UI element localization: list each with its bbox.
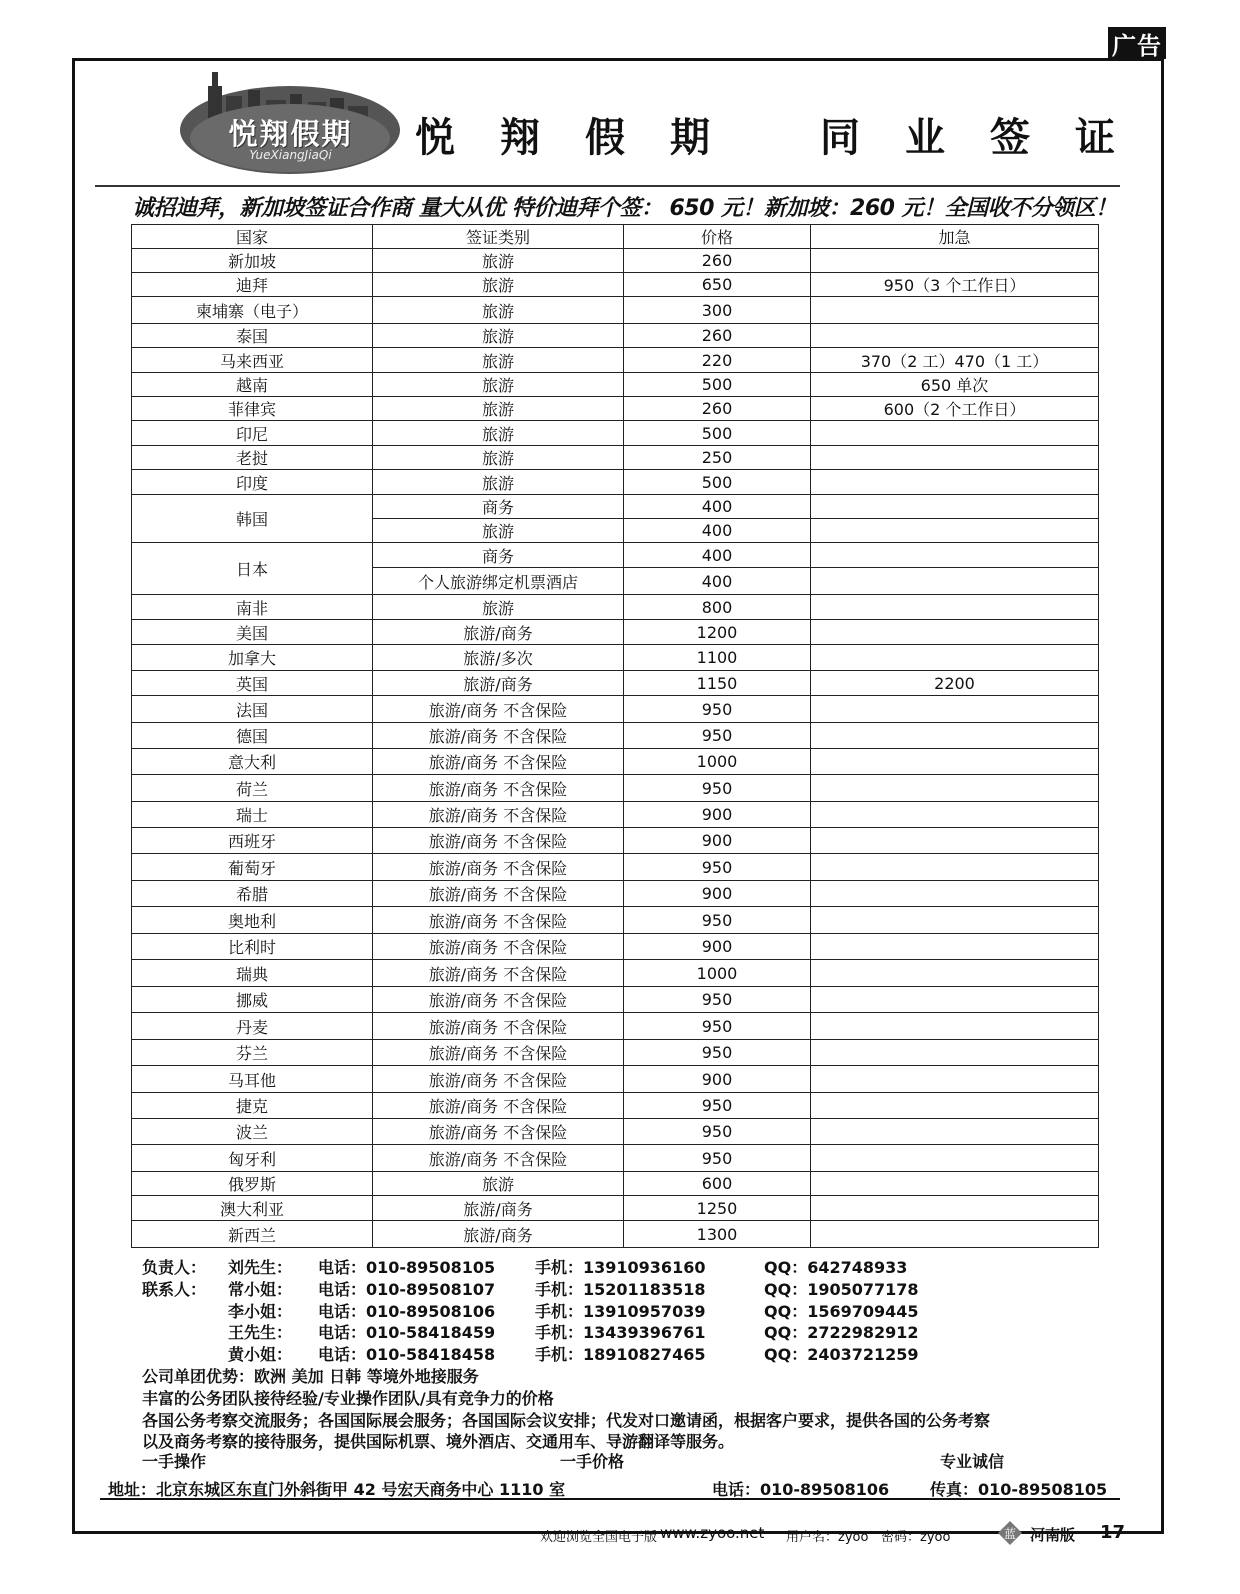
headline-char: 悦 — [415, 113, 455, 161]
cell-country: 丹麦 — [132, 1013, 373, 1040]
cell-express — [811, 495, 1099, 519]
table-row — [132, 249, 1099, 273]
cell-express — [811, 907, 1099, 934]
table-row — [132, 1119, 1099, 1145]
cell-price: 950 — [624, 1093, 811, 1119]
table-row — [132, 324, 1099, 348]
headline-char: 证 — [1075, 113, 1115, 161]
cell-country: 韩国 — [132, 495, 373, 543]
cell-country: 菲律宾 — [132, 397, 373, 421]
headline-char: 翔 — [500, 113, 540, 161]
cell-express — [811, 802, 1099, 828]
headline-char: 签 — [990, 113, 1030, 161]
cell-visa-type: 旅游/商务 不含保险 — [373, 1040, 624, 1066]
table-row — [132, 1172, 1099, 1196]
cell-price: 950 — [624, 1145, 811, 1172]
cell-express — [811, 1119, 1099, 1145]
table-row — [132, 348, 1099, 373]
cell-country: 希腊 — [132, 881, 373, 907]
cell-country: 波兰 — [132, 1119, 373, 1145]
cell-price: 400 — [624, 568, 811, 595]
cell-visa-type: 商务 — [373, 543, 624, 568]
cell-visa-type: 旅游/商务 不含保险 — [373, 934, 624, 960]
cell-express: 370（2 工）470（1 工） — [811, 348, 1099, 373]
contact-tel: 电话：010-89508106 — [318, 1301, 496, 1321]
cell-price: 250 — [624, 446, 811, 470]
headline-char: 期 — [670, 113, 710, 161]
cell-express — [811, 1093, 1099, 1119]
cell-express: 600（2 个工作日） — [811, 397, 1099, 421]
footer-url[interactable]: www.zyoo.net — [660, 1524, 765, 1542]
cell-express — [811, 775, 1099, 802]
address-fax: 传真：010-89508105 — [930, 1480, 1108, 1499]
table-row — [132, 1196, 1099, 1221]
table-row — [132, 723, 1099, 749]
ad-tag: 广告 — [1108, 27, 1166, 59]
cell-visa-type: 旅游/商务 不含保险 — [373, 1013, 624, 1040]
cell-price: 1000 — [624, 960, 811, 987]
header-visa-type: 签证类别 — [373, 225, 624, 249]
address-divider — [100, 1498, 1120, 1500]
cell-price: 1300 — [624, 1221, 811, 1248]
cell-price: 400 — [624, 495, 811, 519]
table-row — [132, 470, 1099, 495]
cell-price: 900 — [624, 802, 811, 828]
cell-express — [811, 828, 1099, 854]
logo-pinyin: YueXiangJiaQi — [249, 148, 332, 162]
diamond-badge-icon — [997, 1520, 1023, 1546]
cell-express — [811, 934, 1099, 960]
table-row — [132, 1066, 1099, 1093]
contact-mobile: 手机：18910827465 — [535, 1345, 706, 1365]
cell-price: 950 — [624, 1040, 811, 1066]
cell-visa-type: 旅游/商务 不含保险 — [373, 696, 624, 723]
cell-price: 950 — [624, 696, 811, 723]
table-row — [132, 297, 1099, 324]
cell-price: 950 — [624, 1119, 811, 1145]
cell-visa-type: 旅游 — [373, 446, 624, 470]
address-tel: 电话：010-89508106 — [712, 1480, 890, 1499]
cell-visa-type: 旅游 — [373, 297, 624, 324]
cell-visa-type: 旅游 — [373, 324, 624, 348]
cell-visa-type: 旅游 — [373, 519, 624, 543]
cell-express: 950（3 个工作日） — [811, 273, 1099, 297]
cell-express — [811, 987, 1099, 1013]
slogans — [0, 1449, 1240, 1473]
table-row — [132, 696, 1099, 723]
cell-price: 300 — [624, 297, 811, 324]
cell-express — [811, 1013, 1099, 1040]
cell-visa-type: 旅游/商务 — [373, 1196, 624, 1221]
cell-country: 葡萄牙 — [132, 854, 373, 881]
cell-price: 650 — [624, 273, 811, 297]
contact-tel: 电话：010-58418458 — [318, 1345, 496, 1365]
contact-name: 常小姐： — [228, 1279, 293, 1299]
cell-price: 600 — [624, 1172, 811, 1196]
cell-express: 650 单次 — [811, 373, 1099, 397]
contact-row — [142, 1320, 1062, 1342]
contact-qq: QQ：2722982912 — [764, 1323, 919, 1343]
cell-express — [811, 519, 1099, 543]
contact-tel: 电话：010-89508107 — [318, 1279, 496, 1299]
cell-express — [811, 297, 1099, 324]
contact-qq: QQ：1569709445 — [764, 1301, 919, 1321]
contact-name: 王先生： — [228, 1323, 293, 1343]
headline-char: 假 — [585, 113, 625, 161]
cell-express: 2200 — [811, 671, 1099, 696]
cell-express — [811, 543, 1099, 568]
cell-express — [811, 1172, 1099, 1196]
header-price: 价格 — [624, 225, 811, 249]
cell-country: 奥地利 — [132, 907, 373, 934]
table-row — [132, 1145, 1099, 1172]
slogan: 专业诚信 — [940, 1452, 1005, 1471]
cell-visa-type: 个人旅游绑定机票酒店 — [373, 568, 624, 595]
cell-price: 900 — [624, 828, 811, 854]
cell-express — [811, 421, 1099, 446]
cell-country: 澳大利亚 — [132, 1196, 373, 1221]
cell-country: 意大利 — [132, 749, 373, 775]
cell-visa-type: 旅游 — [373, 595, 624, 620]
cell-price: 1100 — [624, 645, 811, 671]
contact-mobile: 手机：13439396761 — [535, 1323, 706, 1343]
cell-visa-type: 旅游 — [373, 373, 624, 397]
cell-price: 500 — [624, 373, 811, 397]
table-row — [132, 595, 1099, 620]
address: 地址：北京东城区东直门外斜街甲 42 号宏天商务中心 1110 室 — [108, 1480, 566, 1499]
cell-country: 越南 — [132, 373, 373, 397]
headline — [415, 106, 1115, 162]
cell-country: 德国 — [132, 723, 373, 749]
table-row — [132, 854, 1099, 881]
table-row — [132, 749, 1099, 775]
contact-row — [142, 1277, 1062, 1299]
cell-country: 芬兰 — [132, 1040, 373, 1066]
cell-visa-type: 旅游/商务 不含保险 — [373, 828, 624, 854]
footer-edition: 河南版 — [1030, 1526, 1076, 1544]
cell-express — [811, 1221, 1099, 1248]
cell-country: 瑞士 — [132, 802, 373, 828]
cell-visa-type: 旅游/商务 不含保险 — [373, 749, 624, 775]
page-footer — [0, 1522, 1240, 1546]
cell-price: 260 — [624, 324, 811, 348]
cell-price: 950 — [624, 723, 811, 749]
cell-price: 1200 — [624, 620, 811, 645]
contact-qq: QQ：1905077178 — [764, 1279, 919, 1299]
note-line: 丰富的公务团队接待经验/专业操作团队/具有竞争力的价格 — [142, 1388, 554, 1408]
cell-express — [811, 470, 1099, 495]
cell-country: 荷兰 — [132, 775, 373, 802]
cell-country: 匈牙利 — [132, 1145, 373, 1172]
table-row — [132, 802, 1099, 828]
note-line: 以及商务考察的接待服务，提供国际机票、境外酒店、交通用车、导游翻译等服务。 — [142, 1432, 735, 1452]
contact-mobile: 手机：13910957039 — [535, 1301, 706, 1321]
cell-express — [811, 595, 1099, 620]
cell-price: 900 — [624, 881, 811, 907]
table-row — [132, 907, 1099, 934]
cell-visa-type: 旅游/多次 — [373, 645, 624, 671]
contact-row — [142, 1299, 1062, 1321]
table-row — [132, 1221, 1099, 1248]
table-header-row — [132, 225, 1099, 249]
footer-user: 用户名：zyoo — [786, 1530, 869, 1545]
cell-express — [811, 1145, 1099, 1172]
cell-price: 800 — [624, 595, 811, 620]
cell-visa-type: 旅游/商务 不含保险 — [373, 775, 624, 802]
cell-country: 美国 — [132, 620, 373, 645]
table-row — [132, 397, 1099, 421]
cell-price: 950 — [624, 854, 811, 881]
table-row — [132, 775, 1099, 802]
logo-name: 悦翔假期 — [228, 117, 353, 151]
cell-visa-type: 旅游/商务 不含保险 — [373, 1145, 624, 1172]
cell-price: 400 — [624, 543, 811, 568]
visa-price-table — [131, 224, 1099, 1248]
cell-price: 500 — [624, 470, 811, 495]
cell-country: 比利时 — [132, 934, 373, 960]
cell-country: 南非 — [132, 595, 373, 620]
cell-express — [811, 1066, 1099, 1093]
contact-qq: QQ：642748933 — [764, 1258, 908, 1277]
table-row — [132, 1093, 1099, 1119]
cell-visa-type: 商务 — [373, 495, 624, 519]
cell-express — [811, 1040, 1099, 1066]
badge-label: 蓝 — [1003, 1527, 1017, 1541]
cell-price: 900 — [624, 1066, 811, 1093]
cell-express — [811, 324, 1099, 348]
cell-country: 英国 — [132, 671, 373, 696]
table-row — [132, 620, 1099, 645]
contact-row — [142, 1342, 1062, 1364]
cell-country: 挪威 — [132, 987, 373, 1013]
cell-visa-type: 旅游 — [373, 249, 624, 273]
table-row — [132, 543, 1099, 568]
contact-row — [142, 1255, 1062, 1277]
table-row — [132, 373, 1099, 397]
cell-price: 1150 — [624, 671, 811, 696]
header-divider — [95, 185, 1120, 187]
cell-visa-type: 旅游/商务 不含保险 — [373, 987, 624, 1013]
cell-visa-type: 旅游/商务 不含保险 — [373, 907, 624, 934]
contact-role: 联系人： — [142, 1279, 207, 1299]
cell-visa-type: 旅游 — [373, 397, 624, 421]
cell-country: 迪拜 — [132, 273, 373, 297]
cell-express — [811, 645, 1099, 671]
table-row — [132, 828, 1099, 854]
table-row — [132, 421, 1099, 446]
note-line: 各国公务考察交流服务；各国国际展会服务；各国国际会议安排；代发对口邀请函，根据客户要求，提供各国的公务考察 — [142, 1410, 991, 1430]
contact-qq: QQ：2403721259 — [764, 1345, 919, 1365]
cell-visa-type: 旅游/商务 — [373, 620, 624, 645]
address-bar — [0, 1473, 1240, 1499]
cell-visa-type: 旅游 — [373, 421, 624, 446]
note-line: 公司单团优势：欧洲 美加 日韩 等境外地接服务 — [142, 1367, 479, 1386]
cell-express — [811, 881, 1099, 907]
cell-country: 马来西亚 — [132, 348, 373, 373]
cell-country: 西班牙 — [132, 828, 373, 854]
page-number: 17 — [1100, 1522, 1126, 1543]
slogan: 一手价格 — [560, 1452, 625, 1471]
cell-price: 950 — [624, 1013, 811, 1040]
cell-country: 法国 — [132, 696, 373, 723]
cell-country: 瑞典 — [132, 960, 373, 987]
cell-country: 新西兰 — [132, 1221, 373, 1248]
table-row — [132, 273, 1099, 297]
contact-tel: 电话：010-58418459 — [318, 1323, 496, 1343]
slogan: 一手操作 — [142, 1452, 207, 1471]
cell-country: 日本 — [132, 543, 373, 595]
cell-country: 俄罗斯 — [132, 1172, 373, 1196]
cell-country: 捷克 — [132, 1093, 373, 1119]
promo-banner: 诚招迪拜，新加坡签证合作商 量大从优 特价迪拜个签： 650 元！新加坡：260 元！全国收不分领区！ — [132, 196, 1117, 221]
cell-visa-type: 旅游/商务 — [373, 1221, 624, 1248]
headline-char: 业 — [905, 113, 945, 161]
header-country: 国家 — [132, 225, 373, 249]
cell-visa-type: 旅游 — [373, 470, 624, 495]
service-notes — [142, 1364, 1142, 1451]
cell-country: 印度 — [132, 470, 373, 495]
cell-price: 950 — [624, 907, 811, 934]
table-row — [132, 881, 1099, 907]
cell-visa-type: 旅游 — [373, 348, 624, 373]
cell-price: 950 — [624, 775, 811, 802]
cell-price: 1000 — [624, 749, 811, 775]
cell-visa-type: 旅游/商务 不含保险 — [373, 1093, 624, 1119]
cell-express — [811, 749, 1099, 775]
cell-express — [811, 960, 1099, 987]
cell-price: 260 — [624, 249, 811, 273]
table-row — [132, 1013, 1099, 1040]
cell-express — [811, 854, 1099, 881]
cell-visa-type: 旅游/商务 不含保险 — [373, 854, 624, 881]
table-row — [132, 987, 1099, 1013]
contact-name: 李小姐： — [228, 1301, 293, 1321]
cell-visa-type: 旅游/商务 不含保险 — [373, 960, 624, 987]
cell-country: 马耳他 — [132, 1066, 373, 1093]
table-row — [132, 1040, 1099, 1066]
cell-visa-type: 旅游/商务 不含保险 — [373, 881, 624, 907]
headline-char: 同 — [820, 113, 860, 161]
contact-mobile: 手机：13910936160 — [535, 1258, 706, 1277]
cell-price: 260 — [624, 397, 811, 421]
table-row — [132, 645, 1099, 671]
cell-visa-type: 旅游/商务 不含保险 — [373, 802, 624, 828]
cell-country: 加拿大 — [132, 645, 373, 671]
cell-express — [811, 723, 1099, 749]
cell-country: 泰国 — [132, 324, 373, 348]
contact-tel: 电话：010-89508105 — [318, 1258, 496, 1277]
table-row — [132, 446, 1099, 470]
cell-express — [811, 568, 1099, 595]
cell-visa-type: 旅游 — [373, 1172, 624, 1196]
table-row — [132, 495, 1099, 519]
table-row — [132, 934, 1099, 960]
cell-express — [811, 1196, 1099, 1221]
cell-express — [811, 696, 1099, 723]
cell-price: 400 — [624, 519, 811, 543]
contact-name: 刘先生： — [228, 1258, 293, 1277]
cell-express — [811, 446, 1099, 470]
cell-visa-type: 旅游/商务 — [373, 671, 624, 696]
cell-visa-type: 旅游/商务 不含保险 — [373, 1066, 624, 1093]
cell-country: 老挝 — [132, 446, 373, 470]
table-row — [132, 960, 1099, 987]
cell-price: 1250 — [624, 1196, 811, 1221]
contact-mobile: 手机：15201183518 — [535, 1279, 706, 1299]
cell-price: 900 — [624, 934, 811, 960]
contacts-block — [142, 1255, 1062, 1364]
cell-visa-type: 旅游/商务 不含保险 — [373, 723, 624, 749]
footer-password: 密码：zyoo — [881, 1530, 951, 1545]
table-row — [132, 671, 1099, 696]
contact-name: 黄小姐： — [228, 1345, 293, 1365]
cell-country: 新加坡 — [132, 249, 373, 273]
cell-price: 950 — [624, 987, 811, 1013]
cell-express — [811, 620, 1099, 645]
contact-role: 负责人： — [142, 1258, 207, 1277]
cell-visa-type: 旅游/商务 不含保险 — [373, 1119, 624, 1145]
header-express: 加急 — [811, 225, 1099, 249]
cell-price: 220 — [624, 348, 811, 373]
cell-country: 印尼 — [132, 421, 373, 446]
footer-welcome: 欢迎浏览全国电子版 — [540, 1530, 658, 1545]
cell-country: 柬埔寨（电子） — [132, 297, 373, 324]
cell-express — [811, 249, 1099, 273]
cell-visa-type: 旅游 — [373, 273, 624, 297]
cell-price: 500 — [624, 421, 811, 446]
